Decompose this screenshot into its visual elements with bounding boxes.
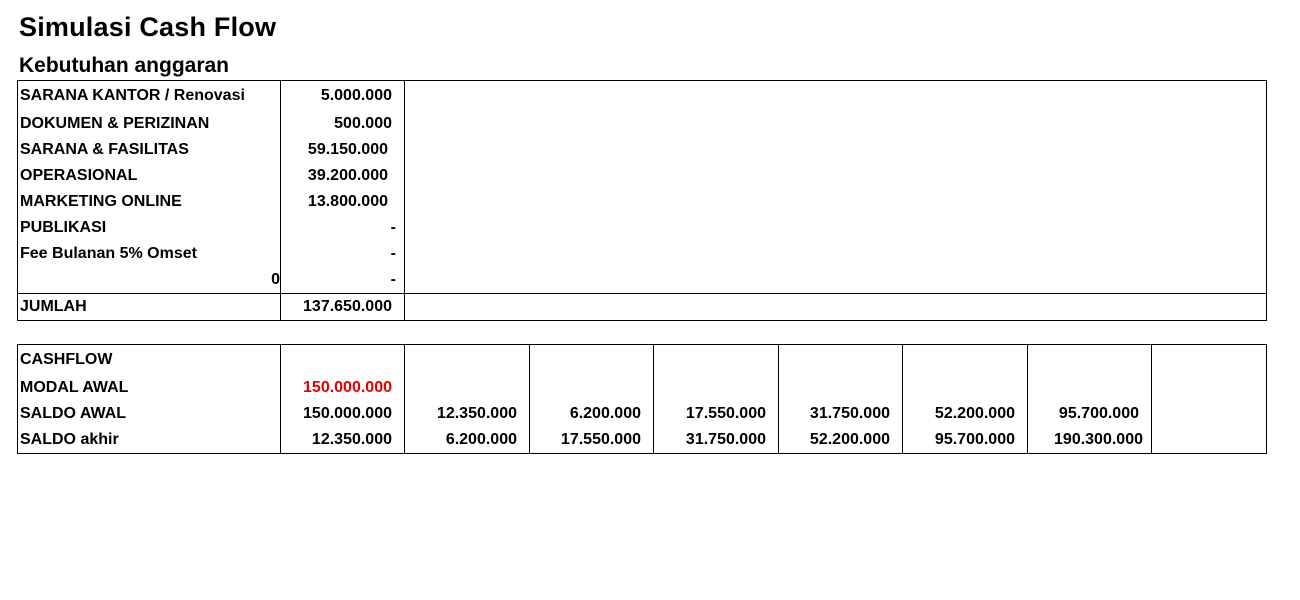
cashflow-table <box>17 344 1267 454</box>
saldo-akhir-cell[interactable]: 190.300.000 <box>1028 427 1152 454</box>
saldo-akhir-cell[interactable]: 17.550.000 <box>530 427 654 454</box>
total-value[interactable]: 137.650.000 <box>281 294 405 321</box>
empty-cell[interactable] <box>654 345 779 376</box>
table-row <box>18 401 1267 427</box>
empty-cell[interactable] <box>405 81 1267 112</box>
saldo-akhir-cell[interactable]: 6.200.000 <box>405 427 530 454</box>
empty-cell[interactable] <box>405 189 1267 215</box>
table-row <box>18 427 1267 454</box>
empty-cell[interactable] <box>1028 345 1152 376</box>
total-row <box>18 294 1267 321</box>
page-title: Simulasi Cash Flow <box>19 12 277 42</box>
empty-cell[interactable] <box>405 375 530 401</box>
saldo-awal-cell[interactable]: 150.000.000 <box>281 401 405 427</box>
empty-cell[interactable] <box>779 345 903 376</box>
saldo-akhir-cell[interactable]: 52.200.000 <box>779 427 903 454</box>
saldo-akhir-label[interactable]: SALDO akhir <box>18 427 281 454</box>
table-row <box>18 345 1267 376</box>
empty-cell[interactable] <box>903 375 1028 401</box>
saldo-awal-cell[interactable]: 17.550.000 <box>654 401 779 427</box>
saldo-awal-cell[interactable]: 52.200.000 <box>903 401 1028 427</box>
empty-cell[interactable] <box>405 267 1267 294</box>
empty-cell[interactable] <box>1152 375 1267 401</box>
saldo-awal-cell[interactable]: 6.200.000 <box>530 401 654 427</box>
budget-item-value[interactable]: 39.200.000 <box>281 163 405 189</box>
saldo-awal-cell[interactable]: 95.700.000 <box>1028 401 1152 427</box>
modal-awal-label[interactable]: MODAL AWAL <box>18 375 281 401</box>
saldo-akhir-cell[interactable] <box>1152 427 1267 454</box>
empty-cell[interactable] <box>654 375 779 401</box>
budget-item-label[interactable]: PUBLIKASI <box>18 215 281 241</box>
budget-table <box>17 80 1267 321</box>
saldo-akhir-cell[interactable]: 12.350.000 <box>281 427 405 454</box>
budget-item-value[interactable]: - <box>281 241 405 267</box>
empty-cell[interactable] <box>903 345 1028 376</box>
table-row <box>18 81 1267 112</box>
table-row <box>18 137 1267 163</box>
empty-cell[interactable] <box>405 215 1267 241</box>
table-row <box>18 241 1267 267</box>
table-row <box>18 375 1267 401</box>
empty-cell[interactable] <box>405 241 1267 267</box>
section-title-budget: Kebutuhan anggaran <box>19 54 230 77</box>
saldo-awal-cell[interactable] <box>1152 401 1267 427</box>
cashflow-header[interactable]: CASHFLOW <box>18 345 281 376</box>
modal-awal-value[interactable]: 150.000.000 <box>281 375 405 401</box>
budget-item-value[interactable]: 500.000 <box>281 111 405 137</box>
empty-cell[interactable] <box>405 111 1267 137</box>
saldo-awal-cell[interactable]: 31.750.000 <box>779 401 903 427</box>
empty-cell[interactable] <box>405 137 1267 163</box>
table-row <box>18 267 1267 294</box>
budget-item-label[interactable]: SARANA KANTOR / Renovasi <box>18 81 281 112</box>
budget-item-value[interactable]: - <box>281 267 405 294</box>
empty-cell[interactable] <box>530 345 654 376</box>
budget-item-label[interactable]: OPERASIONAL <box>18 163 281 189</box>
table-row <box>18 215 1267 241</box>
budget-item-value[interactable]: 13.800.000 <box>281 189 405 215</box>
saldo-awal-label[interactable]: SALDO AWAL <box>18 401 281 427</box>
total-label[interactable]: JUMLAH <box>18 294 281 321</box>
saldo-akhir-cell[interactable]: 95.700.000 <box>903 427 1028 454</box>
budget-item-label[interactable]: MARKETING ONLINE <box>18 189 281 215</box>
budget-item-value[interactable]: - <box>281 215 405 241</box>
empty-cell[interactable] <box>405 294 1267 321</box>
table-row <box>18 111 1267 137</box>
table-row <box>18 189 1267 215</box>
budget-item-label[interactable]: SARANA & FASILITAS <box>18 137 281 163</box>
empty-cell[interactable] <box>779 375 903 401</box>
table-row <box>18 163 1267 189</box>
budget-item-label[interactable]: DOKUMEN & PERIZINAN <box>18 111 281 137</box>
saldo-awal-cell[interactable]: 12.350.000 <box>405 401 530 427</box>
budget-item-value[interactable]: 59.150.000 <box>281 137 405 163</box>
empty-cell[interactable] <box>405 345 530 376</box>
empty-cell[interactable] <box>1028 375 1152 401</box>
empty-cell[interactable] <box>405 163 1267 189</box>
empty-cell[interactable] <box>281 345 405 376</box>
budget-item-label[interactable]: 0 <box>18 267 281 294</box>
empty-cell[interactable] <box>530 375 654 401</box>
budget-item-label[interactable]: Fee Bulanan 5% Omset <box>18 241 281 267</box>
saldo-akhir-cell[interactable]: 31.750.000 <box>654 427 779 454</box>
budget-item-value[interactable]: 5.000.000 <box>281 81 405 112</box>
empty-cell[interactable] <box>1152 345 1267 376</box>
